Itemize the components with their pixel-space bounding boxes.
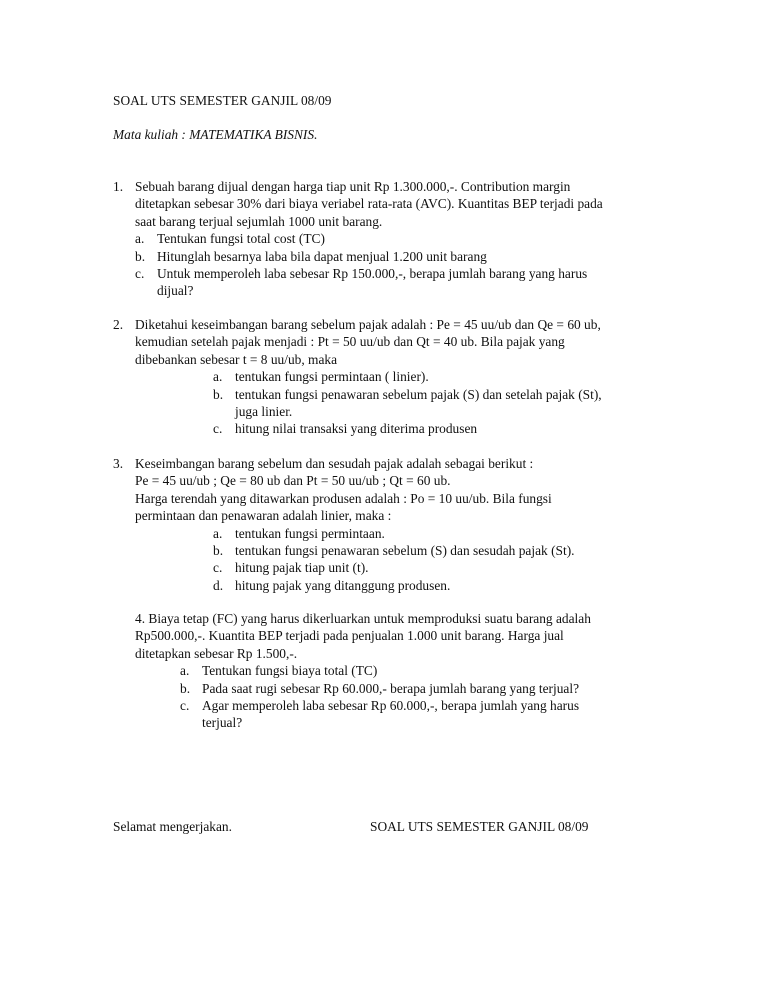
sub-question-text: tentukan fungsi permintaan ( linier). bbox=[235, 369, 429, 385]
sub-question-text: terjual? bbox=[202, 715, 243, 731]
sub-question-b bbox=[135, 248, 658, 265]
sub-question-d bbox=[213, 577, 658, 594]
question-text-line: dibebankan sebesar t = 8 uu/ub, maka bbox=[135, 351, 338, 367]
page-title: SOAL UTS SEMESTER GANJIL 08/09 bbox=[113, 93, 332, 108]
sub-question-a bbox=[213, 368, 658, 385]
question-number: 2. bbox=[113, 317, 124, 332]
sub-question-text: Hitunglah besarnya laba bila dapat menjual 1.200 unit barang bbox=[157, 248, 487, 264]
sub-question-letter: a. bbox=[180, 663, 190, 679]
sub-question-a bbox=[135, 230, 658, 247]
question-number: 1. bbox=[113, 179, 124, 194]
sub-question-letter: b. bbox=[213, 543, 224, 559]
question-text-line: ditetapkan sebesar Rp 1.500,-. bbox=[135, 645, 298, 661]
course-subject: Mata kuliah : MATEMATIKA BISNIS. bbox=[113, 127, 318, 142]
sub-question-letter: b. bbox=[213, 386, 224, 402]
footer-greeting: Selamat mengerjakan. bbox=[113, 819, 232, 834]
sub-question-b bbox=[213, 386, 658, 421]
sub-question-text: Agar memperoleh laba sebesar Rp 60.000,-, berapa jumlah yang harus bbox=[202, 698, 580, 714]
sub-question-letter: c. bbox=[180, 698, 190, 714]
sub-question-letter: a. bbox=[213, 369, 223, 385]
sub-question-letter: c. bbox=[135, 266, 145, 282]
sub-question-c bbox=[135, 265, 658, 300]
sub-question-text: Pada saat rugi sebesar Rp 60.000,- berapa jumlah barang yang terjual? bbox=[202, 680, 580, 696]
sub-question-letter: c. bbox=[213, 421, 223, 437]
question-text-line: Rp500.000,-. Kuantita BEP terjadi pada penjualan 1.000 unit barang. Harga jual bbox=[135, 628, 564, 644]
sub-question-text: Tentukan fungsi total cost (TC) bbox=[157, 231, 325, 247]
question-text-line: Harga terendah yang ditawarkan produsen adalah : Po = 10 uu/ub. Bila fungsi bbox=[135, 490, 552, 506]
sub-question-c bbox=[180, 697, 658, 732]
sub-question-letter: b. bbox=[135, 248, 146, 264]
sub-question-text: tentukan fungsi permintaan. bbox=[235, 525, 385, 541]
sub-question-letter: d. bbox=[213, 577, 224, 593]
sub-question-a bbox=[180, 662, 658, 679]
sub-question-c bbox=[213, 420, 658, 437]
sub-question-b bbox=[213, 542, 658, 559]
question-text-line: ditetapkan sebesar 30% dari biaya veriabel rata-rata (AVC). Kuantitas BEP terjadi pada bbox=[135, 196, 603, 212]
question-text-line: Sebuah barang dijual dengan harga tiap unit Rp 1.300.000,-. Contribution margin bbox=[135, 179, 571, 194]
sub-question-text: hitung pajak yang ditanggung produsen. bbox=[235, 577, 451, 593]
sub-question-text: Untuk memperoleh laba sebesar Rp 150.000,-, berapa jumlah barang yang harus bbox=[157, 266, 588, 282]
sub-question-text: hitung pajak tiap unit (t). bbox=[235, 560, 369, 576]
footer-title: SOAL UTS SEMESTER GANJIL 08/09 bbox=[370, 819, 589, 834]
sub-question-text: juga linier. bbox=[235, 404, 293, 420]
question-4 bbox=[135, 610, 658, 732]
question-text-line: permintaan dan penawaran adalah linier, maka : bbox=[135, 508, 392, 524]
question-text-line: saat barang terjual sejumlah 1000 unit barang. bbox=[135, 213, 383, 229]
question-text-line: Keseimbangan barang sebelum dan sesudah pajak adalah sebagai berikut : bbox=[135, 456, 534, 471]
sub-question-text: tentukan fungsi penawaran sebelum pajak (S) dan setelah pajak (St), bbox=[235, 386, 602, 402]
sub-question-a bbox=[213, 525, 658, 542]
sub-question-text: tentukan fungsi penawaran sebelum (S) dan sesudah pajak (St). bbox=[235, 543, 575, 559]
question-text-line: 4. Biaya tetap (FC) yang harus dikerluarkan untuk memproduksi suatu barang adalah bbox=[135, 611, 591, 626]
question-text-line: Pe = 45 uu/ub ; Qe = 80 ub dan Pt = 50 uu/ub ; Qt = 60 ub. bbox=[135, 473, 451, 489]
question-text-line: Diketahui keseimbangan barang sebelum pajak adalah : Pe = 45 uu/ub dan Qe = 60 ub, bbox=[135, 317, 601, 332]
question-number: 3. bbox=[113, 456, 124, 471]
sub-question-text: Tentukan fungsi biaya total (TC) bbox=[202, 663, 378, 679]
sub-question-text: hitung nilai transaksi yang diterima produsen bbox=[235, 421, 478, 437]
sub-question-b bbox=[180, 680, 658, 697]
sub-question-letter: a. bbox=[213, 525, 223, 541]
sub-question-letter: b. bbox=[180, 680, 191, 696]
sub-question-text: dijual? bbox=[157, 283, 194, 299]
sub-question-letter: a. bbox=[135, 231, 145, 247]
question-text-line: kemudian setelah pajak menjadi : Pt = 50 uu/ub dan Qt = 40 ub. Bila pajak yang bbox=[135, 334, 565, 350]
sub-question-c bbox=[213, 559, 658, 576]
sub-question-letter: c. bbox=[213, 560, 223, 576]
